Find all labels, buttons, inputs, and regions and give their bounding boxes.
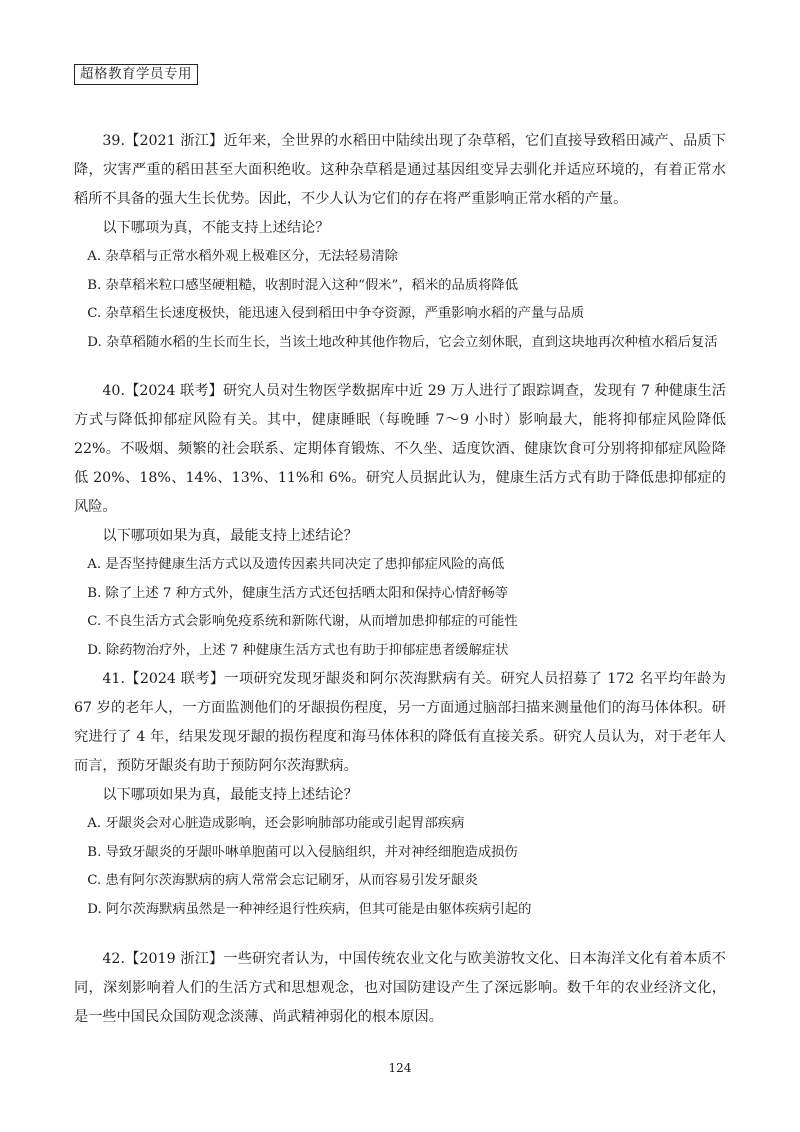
option-a: A. 牙龈炎会对心脏造成影响，还会影响肺部功能或引起胃部疾病 xyxy=(87,816,465,831)
option-c: C. 患有阿尔茨海默病的病人常常会忘记刷牙，从而容易引发牙龈炎 xyxy=(87,873,478,888)
option-list xyxy=(74,551,726,665)
question-prompt: 以下哪项如果为真，最能支持上述结论？ xyxy=(102,528,358,544)
option-list xyxy=(74,243,726,357)
question-prompt: 以下哪项为真，不能支持上述结论？ xyxy=(102,220,330,236)
question-stem: 42.【2019 浙江】一些研究者认为，中国传统农业文化与欧美游牧文化、日本海洋文化有着本质不同，深刻影响着人们的生活方式和思想观念，也对国防建设产生了深远影响。数千年的农业经济文化，是一些中国民众国防观念淡薄、尚武精神弱化的根本原因。 xyxy=(74,951,726,1025)
option-d: D. 阿尔茨海默病虽然是一种神经退行性疾病，但其可能是由躯体疾病引起的 xyxy=(87,901,532,917)
option-a: A. 是否坚持健康生活方式以及遗传因素共同决定了患抑郁症风险的高低 xyxy=(87,557,505,572)
question-42 xyxy=(74,945,726,1032)
question-prompt: 以下哪项如果为真，最能支持上述结论？ xyxy=(102,787,358,803)
option-c: C. 杂草稻生长速度极快，能迅速入侵到稻田中争夺资源，严重影响水稻的产量与品质 xyxy=(87,306,585,321)
option-d: D. 除药物治疗外，上述 7 种健康生活方式也有助于抑郁症患者缓解症状 xyxy=(87,642,509,658)
option-c: C. 不良生活方式会影响免疫系统和新陈代谢，从而增加患抑郁症的可能性 xyxy=(87,614,518,629)
option-b: B. 杂草稻米粒口感坚硬粗糙，收割时混入这种“假米”，稻米的品质将降低 xyxy=(87,277,519,293)
question-stem: 40.【2024 联考】研究人员对生物医学数据库中近 29 万人进行了跟踪调查，发现有 7 种健康生活方式与降低抑郁症风险有关。其中，健康睡眠（每晚睡 7～9 小时）影响最大，能将抑郁症风险降低 22%。不吸烟、频繁的社会联系、定期体育锻炼、不久坐、适度饮酒、健康饮食可分别将抑郁症风险降低 20%、18%、14%、13%、11%和 6%。研究人员据此认为，健康生活方式有助于降低患抑郁症的风险。 xyxy=(74,383,726,515)
option-b: B. 除了上述 7 种方式外，健康生活方式还包括晒太阳和保持心情舒畅等 xyxy=(87,585,509,601)
question-stem: 39.【2021 浙江】近年来，全世界的水稻田中陆续出现了杂草稻，它们直接导致稻田减产、品质下降，灾害严重的稻田甚至大面积绝收。这种杂草稻是通过基因组变异去驯化并适应环境的，有着正常水稻所不具备的强大生长优势。因此，不少人认为它们的存在将严重影响正常水稻的产量。 xyxy=(74,133,726,207)
question-41 xyxy=(74,665,726,924)
option-d: D. 杂草稻随水稻的生长而生长，当该土地改种其他作物后，它会立刻休眠，直到这块地再次种植水稻后复活 xyxy=(87,334,718,350)
option-list xyxy=(74,810,726,924)
page-number: 124 xyxy=(388,1061,412,1075)
question-39 xyxy=(74,127,726,357)
question-stem: 41.【2024 联考】一项研究发现牙龈炎和阿尔茨海默病有关。研究人员招募了 172 名平均年龄为 67 岁的老年人，一方面监测他们的牙龈损伤程度，另一方面通过脑部扫描来测量他们的海马体体积。研究进行了 4 年，结果发现牙龈的损伤程度和海马体体积的降低有直接关系。研究人员认为，对于老年人而言，预防牙龈炎有助于预防阿尔茨海默病。 xyxy=(74,671,726,774)
option-a: A. 杂草稻与正常水稻外观上极难区分，无法轻易清除 xyxy=(87,249,398,264)
header-label: 超格教育学员专用 xyxy=(74,64,198,85)
option-b: B. 导致牙龈炎的牙龈卟啉单胞菌可以入侵脑组织，并对神经细胞造成损伤 xyxy=(87,844,518,860)
question-40 xyxy=(74,377,726,665)
